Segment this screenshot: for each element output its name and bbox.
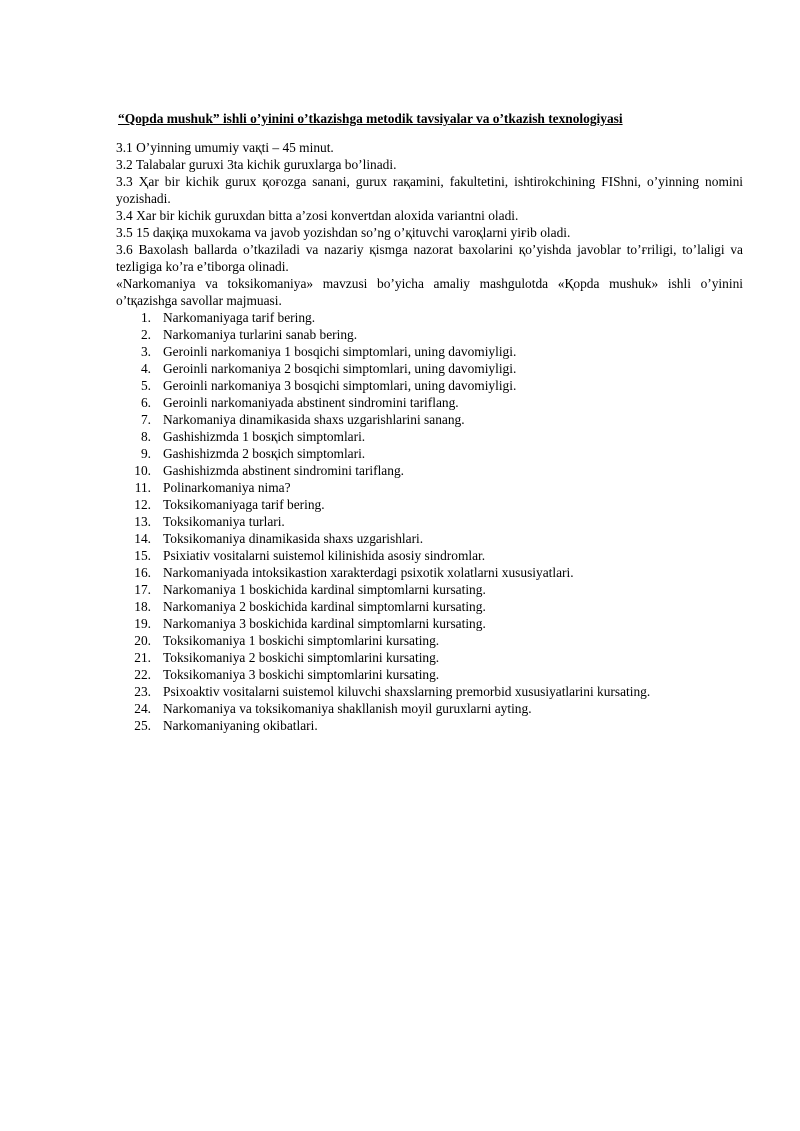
- question-number: 4.: [140, 361, 151, 376]
- question-number: 18.: [134, 599, 151, 614]
- list-item: [116, 428, 743, 445]
- question-number: 25.: [134, 718, 151, 733]
- question-number: 7.: [140, 412, 151, 427]
- paragraph-3-4: 3.4 Xar bir kichik guruxdan bitta a’zosi konvertdan aloxida variantni oladi.: [116, 208, 519, 223]
- list-item: [116, 411, 743, 428]
- list-item: [116, 513, 743, 530]
- list-item: [116, 360, 743, 377]
- question-text: Geroinli narkomaniya 1 bosqichi simptomlari, uning davomiyligi.: [163, 344, 517, 359]
- list-item: [116, 615, 743, 632]
- list-item: [116, 683, 743, 700]
- paragraph-3-6: 3.6 Baxolash ballarda o’tkaziladi va nazariy қismga nazorat baxolarini қo’yishda javoblar to’ғriligi, to’laligi va tezligiga ko’ra e’tiborga olinadi.: [116, 242, 743, 274]
- list-item: [116, 632, 743, 649]
- list-item: [116, 581, 743, 598]
- list-item: [116, 700, 743, 717]
- question-number: 13.: [134, 514, 151, 529]
- question-text: Toksikomaniya dinamikasida shaxs uzgarishlari.: [163, 531, 424, 546]
- list-item: [116, 326, 743, 343]
- question-text: Narkomaniyada intoksikastion xarakterdagi psixotik xolatlarni xususiyatlari.: [163, 565, 574, 580]
- list-item: [116, 479, 743, 496]
- document-body: [116, 139, 743, 734]
- question-number: 9.: [140, 446, 151, 461]
- list-item: [116, 547, 743, 564]
- list-item: [116, 598, 743, 615]
- question-text: Narkomaniya dinamikasida shaxs uzgarishlarini sanang.: [163, 412, 465, 427]
- question-number: 12.: [134, 497, 151, 512]
- question-number: 19.: [134, 616, 151, 631]
- question-text: Gashishizmda 2 bosқich simptomlari.: [163, 446, 366, 461]
- question-text: Toksikomaniya 2 boskichi simptomlarini kursating.: [163, 650, 440, 665]
- question-number: 10.: [134, 463, 151, 478]
- question-number: 22.: [134, 667, 151, 682]
- question-number: 8.: [140, 429, 151, 444]
- question-number: 3.: [140, 344, 151, 359]
- page-title: “Qopda mushuk” ishli o’yinini o’tkazishga metodik tavsiyalar va o’tkazish texnologiyasi: [118, 111, 623, 126]
- question-number: 15.: [134, 548, 151, 563]
- question-text: Narkomaniya turlarini sanab bering.: [163, 327, 358, 342]
- question-list: [116, 309, 743, 734]
- question-text: Psixoaktiv vositalarni suistemol kiluvchi shaxslarning premorbid xususiyatlarini kursating.: [163, 684, 651, 699]
- list-item: [116, 377, 743, 394]
- paragraph-3-2: 3.2 Talabalar guruxi 3ta kichik guruxlarga bo’linadi.: [116, 157, 397, 172]
- question-text: Narkomaniya 2 boskichida kardinal simptomlarni kursating.: [163, 599, 486, 614]
- question-text: Geroinli narkomaniyada abstinent sindromini tariflang.: [163, 395, 459, 410]
- question-text: Toksikomaniya 3 boskichi simptomlarini kursating.: [163, 667, 440, 682]
- paragraph-3-5: 3.5 15 daқiқa muxokama va javob yozishdan so’ng o’қituvchi varoқlarni yiғib oladi.: [116, 225, 571, 240]
- list-item: [116, 445, 743, 462]
- question-text: Polinarkomaniya nima?: [163, 480, 291, 495]
- question-number: 24.: [134, 701, 151, 716]
- question-number: 1.: [140, 310, 151, 325]
- list-item: [116, 343, 743, 360]
- question-text: Gashishizmda 1 bosқich simptomlari.: [163, 429, 366, 444]
- question-number: 11.: [134, 480, 151, 495]
- list-item: [116, 394, 743, 411]
- list-item: [116, 462, 743, 479]
- question-number: 20.: [134, 633, 151, 648]
- list-item: [116, 496, 743, 513]
- question-set-intro: «Narkomaniya va toksikomaniya» mavzusi bo’yicha amaliy mashgulotda «Қopda mushuk» ishli o’yinini o’tқazishga savollar majmuasi.: [116, 276, 743, 308]
- question-text: Geroinli narkomaniya 2 bosqichi simptomlari, uning davomiyligi.: [163, 361, 517, 376]
- list-item: [116, 530, 743, 547]
- question-number: 6.: [140, 395, 151, 410]
- question-number: 5.: [140, 378, 151, 393]
- question-number: 23.: [134, 684, 151, 699]
- question-text: Narkomaniyaning okibatlari.: [163, 718, 318, 733]
- question-text: Narkomaniya va toksikomaniya shakllanish moyil guruxlarni ayting.: [163, 701, 532, 716]
- question-text: Narkomaniya 1 boskichida kardinal simptomlarni kursating.: [163, 582, 486, 597]
- question-number: 21.: [134, 650, 151, 665]
- list-item: [116, 666, 743, 683]
- list-item: [116, 564, 743, 581]
- question-text: Psixiativ vositalarni suistemol kilinishida asosiy sindromlar.: [163, 548, 486, 563]
- question-text: Toksikomaniyaga tarif bering.: [163, 497, 325, 512]
- question-number: 2.: [140, 327, 151, 342]
- paragraph-3-3: 3.3 Ҳar bir kichik gurux қoғozga sanani, gurux raқamini, fakultetini, ishtirokchining FIShni, o’yinning nomini yozishadi.: [116, 174, 743, 206]
- list-item: [116, 649, 743, 666]
- question-number: 14.: [134, 531, 151, 546]
- question-text: Toksikomaniya 1 boskichi simptomlarini kursating.: [163, 633, 440, 648]
- question-text: Gashishizmda abstinent sindromini tariflang.: [163, 463, 404, 478]
- question-text: Narkomaniya 3 boskichida kardinal simptomlarni kursating.: [163, 616, 486, 631]
- list-item: [116, 309, 743, 326]
- question-text: Geroinli narkomaniya 3 bosqichi simptomlari, uning davomiyligi.: [163, 378, 517, 393]
- question-text: Narkomaniyaga tarif bering.: [163, 310, 316, 325]
- paragraph-3-1: 3.1 O’yinning umumiy vaқti – 45 minut.: [116, 140, 334, 155]
- question-text: Toksikomaniya turlari.: [163, 514, 285, 529]
- question-number: 16.: [134, 565, 151, 580]
- question-number: 17.: [134, 582, 151, 597]
- list-item: [116, 717, 743, 734]
